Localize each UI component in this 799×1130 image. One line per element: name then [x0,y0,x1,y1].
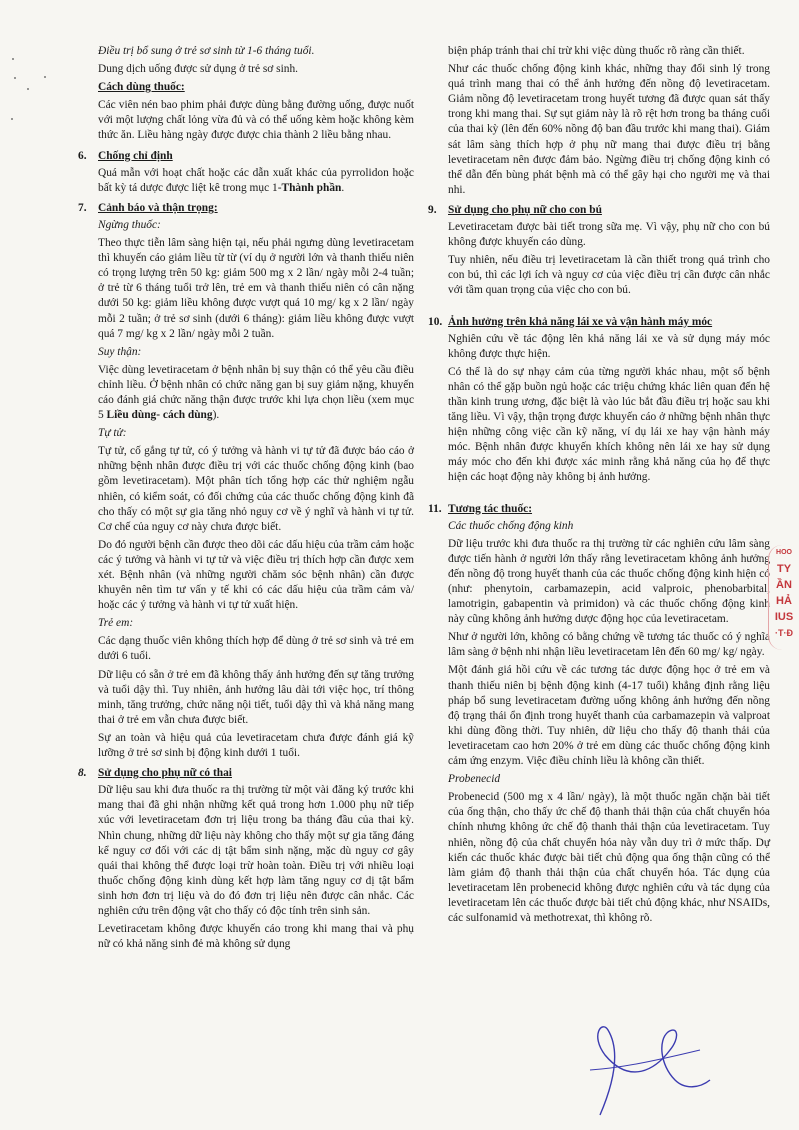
signature-stroke [590,1050,700,1070]
scan-speck [44,76,46,78]
aed-heading: Các thuốc chống động kinh [448,519,574,532]
section-10-number: 10. [428,315,443,328]
pregnancy-continued: biện pháp tránh thai chỉ trừ khi việc dùng thuốc rõ ràng cần thiết. [448,45,745,57]
stamp-line: HOO [776,549,792,556]
section-ref-dosage: Liều dùng- cách dùng [106,409,213,422]
probenecid-heading: Probenecid [448,773,501,786]
section-7-title: Cảnh báo và thận trọng: [98,201,218,214]
section-6-title: Chống chỉ định [98,149,173,162]
scan-speck [14,77,16,79]
pregnancy-paragraph-1: Dữ liệu sau khi đưa thuốc ra thị trường từ một vài đăng ký trước khi mang thai đã ghi nhận những kết quả trong hơn 1.000 phụ nữ tiếp xúc với levetiracetam đơn trị liệu trong ba tháng đầu của thai kỳ. Nhìn chung, những dữ liệu này không cho thấy một sự gia tăng đáng kể nguy cơ đối với các dị tật bẩm sinh nặng, mặc dù nguy cơ gây quái thai không thể được loại trừ hoàn toàn. Điều trị với nhiều loại thuốc chống động kinh dùng kết hợp làm tăng nguy cơ dị tật bẩm sinh hơn đơn trị liệu và do đó đơn trị liệu nên được cân nhắc. Các nghiên cứu trên động vật cho thấy có độc tính trên sinh sản. [98,784,414,917]
lactation-paragraph-1: Levetiracetam được bài tiết trong sữa mẹ. Vì vậy, phụ nữ cho con bú không được khuyến cáo dùng. [448,221,770,249]
renal-paragraph [98,363,414,423]
contraindication-end: . [341,181,345,194]
contraindication-text: Quá mẫn với hoạt chất hoặc các dẫn xuất khác của pyrrolidon hoặc bất kỳ tá dược được liệt kê trong mục 1- [98,166,414,194]
stamp-line: HẢ [776,595,792,607]
pregnancy-paragraph-2: Levetiracetam không được khuyến cáo trong khi mang thai và phụ nữ có khả năng sinh đẻ mà không sử dụng [98,923,414,951]
driving-paragraph-1: Nghiên cứu về tác động lên khả năng lái xe và sử dụng máy móc không được thực hiện. [448,332,770,360]
section-8-number: 8. [78,767,87,780]
right-column [428,44,770,929]
aed-paragraph-1: Dữ liệu trước khi đưa thuốc ra thị trường từ các nghiên cứu lâm sàng được tiến hành ở người lớn thấy rằng levetiracetam không ảnh hưởng đến nồng độ trong huyết thanh của các thuốc chống động kinh hiện có (như: phenytoin, carbamazepin, acid valproic, phenobarbital, lamotrigin, gabapentin và primidon) và các thuốc chống động kinh này cũng không ảnh hưởng dược động học của levetiracetam. [448,537,770,626]
section-7-number: 7. [78,201,87,214]
lactation-paragraph-2: Tuy nhiên, nếu điều trị levetiracetam là cần thiết trong quá trình cho con bú, thì các lợi ích và nguy cơ của việc điều trị cần được cân nhắc với tầm quan trọng của việc cho con bú. [448,254,770,297]
stamp-line: ẦN [776,579,792,591]
renal-end: ). [212,409,220,422]
section-6-heading [78,149,414,164]
intro-line-2: Dung dịch uống được sử dụng ở trẻ sơ sinh. [98,63,298,76]
suicide-heading: Tự tử: [98,427,127,440]
stop-heading: Ngừng thuốc: [98,218,161,231]
child-paragraph-2: Dữ liệu có sẵn ở trẻ em đã không thấy ảnh hưởng đến sự tăng trưởng và tuổi dậy thì. Tuy nhiên, ảnh hưởng lâu dài tới việc học, trí thông minh, tăng trưởng, chức năng nội tiết, tuổi dậy thì và khả năng mang thai ở trẻ em vẫn chưa được biết. [98,668,414,726]
driving-paragraph-2: Có thể là do sự nhạy cảm của từng người khác nhau, một số bệnh nhân có thể gặp buồn ngủ hoặc các triệu chứng khác liên quan đến hệ thần kinh trung ương, đặc biệt là vào lúc bắt đầu điều trị hoặc sau khi tăng liều. Vì vậy, thận trọng được khuyến cáo ở những bệnh nhân thực hiện những công việc cần kỹ năng, ví dụ lái xe hay vận hành máy móc. Bệnh nhân được khuyến khích không nên lái xe hay sử dụng máy móc cho đến khi được xác minh rằng khả năng của họ để thực hiện các hoạt động này không bị ảnh hưởng. [448,365,770,484]
scan-speck [27,88,29,90]
suicide-paragraph-1: Tự tử, cố gắng tự tử, có ý tưởng và hành vi tự tử đã được báo cáo ở những bệnh nhân được điều trị với các thuốc chống động kinh (bao gồm levetiracetam). Một phân tích tổng hợp các thử nghiệm ngẫu nhiên, có kiểm soát, có đối chứng của các thuốc chống động kinh đã cho thấy có một sự gia tăng nhỏ nguy cơ về ý nghĩ và hành vi tự tử. Cơ chế của nguy cơ này chưa được biết. [98,445,414,533]
left-column [78,44,414,955]
probenecid-paragraph: Probenecid (500 mg x 4 lần/ ngày), là một thuốc ngăn chặn bài tiết của ống thận, cho thấy ức chế độ thanh thải thận của chất chuyển hóa chính nhưng không ức chế độ thanh thải thận của levetiracetam. Tuy nhiên, nồng độ của chất chuyển hóa này vẫn duy trì ở mức thấp. Dự kiến các thuốc khác được bài tiết chủ động qua ống thận cũng có thể làm giảm độ thanh thải thận của chất chuyển hóa. Tác dụng của levetiracetam lên probenecid không được nghiên cứu và tác dụng của levetiracetam lên các thuốc được bài tiết chủ động khác, như NSAIDs, các sulfonamid và methotrexat, thì không rõ. [448,791,770,924]
section-11-heading [428,502,770,517]
renal-text: Việc dùng levetiracetam ở bệnh nhân bị suy thận có thể yêu cầu điều chỉnh liều. Ở bệnh nhân có chức năng gan bị suy giảm nặng, khuyến cáo đánh giá chức năng thận được trước khi lựa chọn liều (xem mục 5 [98,363,414,422]
intro-line-1: Điều trị bổ sung ở trẻ sơ sinh từ 1-6 tháng tuổi. [98,45,315,57]
child-paragraph-3: Sự an toàn và hiệu quả của levetiracetam chưa được đánh giá kỹ lưỡng ở trẻ sơ sinh bị động kinh dưới 1 tuổi. [98,731,414,760]
admin-heading: Cách dùng thuốc: [98,81,185,94]
section-8-title: Sử dụng cho phụ nữ có thai [98,767,232,780]
scan-speck [12,58,14,60]
pregnancy-physiology-paragraph: Như các thuốc chống động kinh khác, những thay đổi sinh lý trong quá trình mang thai có thể ảnh hưởng đến nồng độ levetiracetam. Giảm nồng độ levetiracetam trong huyết tương đã được quan sát thấy trong khi mang thai. Sự sụt giảm này là rõ rệt hơn trong ba tháng cuối của thai kỳ (lên đến 60% nồng độ ban đầu trước khi mang thai). Giám sát lâm sàng thích hợp ở phụ nữ mang thai được điều trị bằng levetiracetam nên được đảm bảo. Ngừng điều trị chống động kinh có thể dẫn đến bùng phát bệnh mà có thể gây hại cho người mẹ và thai nhi. [448,63,770,196]
aed-paragraph-2: Như ở người lớn, không có bằng chứng về tương tác thuốc có ý nghĩa lâm sàng ở bệnh nhi nhận liều levetiracetam lên đến 60 mg/ kg/ ngày. [448,631,770,659]
section-8-heading [78,766,414,781]
section-11-number: 11. [428,502,442,515]
section-10-title: Ảnh hưởng trên khả năng lái xe và vận hành máy móc [448,315,713,328]
section-11-title: Tương tác thuốc: [448,502,533,515]
section-ref-composition: Thành phần [281,181,342,194]
admin-paragraph: Các viên nén bao phim phải được dùng bằng đường uống, được nuốt với một lượng chất lỏng vừa đủ và có thể uống kèm hoặc không kèm thức ăn. Liều hàng ngày được được chia thành 2 liều bằng nhau. [98,99,414,142]
child-heading: Trẻ em: [98,617,134,630]
aed-paragraph-3: Một đánh giá hồi cứu về các tương tác dược động học ở trẻ em và thanh thiếu niên bị bệnh động kinh (4-17 tuổi) khẳng định rằng liệu pháp bổ sung levetiracetam đường uống không ảnh hưởng đến nồng độ trạng thái ổn định trong huyết thanh của carbamazepin và valproat khi dùng đồng thời. Tuy nhiên, dữ liệu cho thấy độ thanh thải của levetiracetam cao hơn 20% ở trẻ em dùng các thuốc chống động kinh cảm ứng enzym. Việc điều chỉnh liều là không cần thiết. [448,664,770,768]
stop-paragraph: Theo thực tiễn lâm sàng hiện tại, nếu phải ngưng dùng levetiracetam thì khuyến cáo giảm liều từ từ (ví dụ ở người lớn và thanh thiếu niên có trọng lượng trên 50 kg: giảm 500 mg x 2 lần/ ngày mỗi 2-4 tuần; ở trẻ từ 6 tháng tuổi trở lên, trẻ em và thanh thiếu niên có cân nặng dưới 50 kg: giảm liều không được vượt quá 10 mg/ kg x 2 lần/ ngày mỗi 2 tuần; ở trẻ sơ sinh (dưới 6 tháng): giảm liều không được vượt quá 7 mg/ kg x 2 lần/ ngày mỗi 2 tuần. [98,237,414,340]
child-paragraph-1: Các dạng thuốc viên không thích hợp để dùng ở trẻ sơ sinh và trẻ em dưới 6 tuổi. [98,635,414,663]
renal-heading: Suy thận: [98,345,142,358]
scan-speck [11,118,13,120]
company-stamp-fragment [768,545,799,650]
signature-scribble [560,1010,730,1120]
section-10-heading [428,315,770,330]
contraindication-paragraph [98,166,414,196]
section-9-heading [428,203,770,218]
section-9-title: Sử dụng cho phụ nữ cho con bú [448,203,602,216]
stamp-line: TY [776,563,792,575]
suicide-paragraph-2: Do đó người bệnh cần được theo dõi các dấu hiệu của trầm cảm hoặc các ý tưởng và hành vi tự tử và việc điều trị thích hợp cần được xem xét. Bệnh nhân (và những người chăm sóc bệnh nhân) cần được khuyên nên tìm tư vấn y tế khi có các dấu hiệu của trầm cảm và/ hoặc các ý tưởng và hành vi tự tử xuất hiện. [98,538,414,612]
section-6-number: 6. [78,149,87,162]
stamp-line: ·T·Đ [775,628,793,638]
section-9-number: 9. [428,203,437,216]
signature-stroke [598,1027,710,1115]
stamp-line: IUS [774,611,794,623]
section-7-heading [78,201,414,216]
